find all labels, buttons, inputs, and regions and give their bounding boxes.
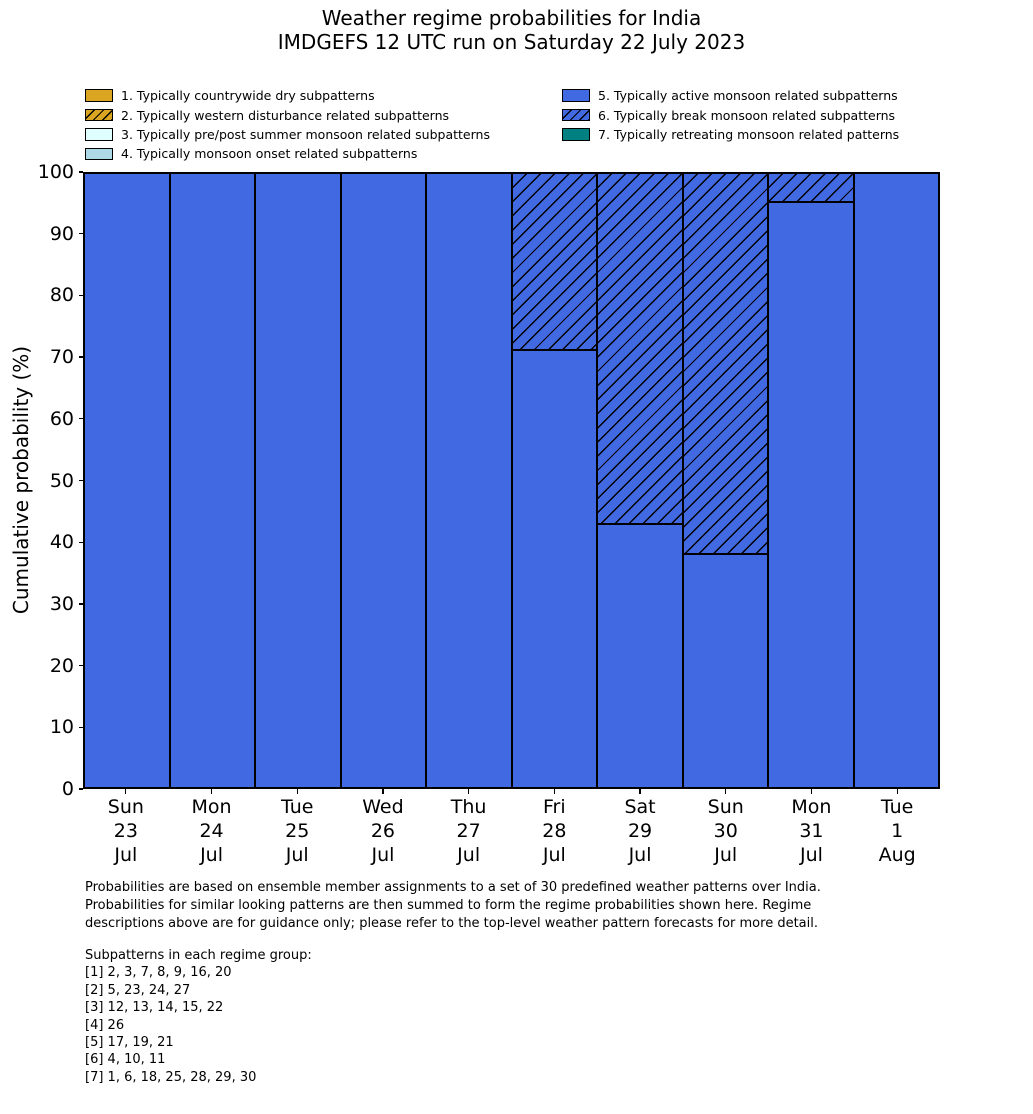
legend-swatch [562,128,590,141]
x-tick-date: 1 [891,820,904,842]
chart-title-line2: IMDGEFS 12 UTC run on Saturday 22 July 2023 [277,30,746,54]
chart-title [83,6,940,54]
legend-swatch [85,109,113,122]
x-axis-tick [211,789,212,794]
legend-swatch [562,89,590,102]
x-axis-tick [468,789,469,794]
y-axis-tick-label: 80 [49,284,74,307]
legend-label: 2. Typically western disturbance related subpatterns [121,107,450,123]
x-axis-tick-label [683,795,769,867]
y-axis-tick [79,542,84,543]
x-axis-tick-label [854,795,940,867]
plot-area [83,172,940,789]
bar-segment [597,524,683,788]
bar-segment [768,202,854,788]
x-axis-tick [382,789,383,794]
x-axis-tick-label [769,795,855,867]
y-axis-tick-label: 0 [61,778,74,800]
x-axis-tick-label [254,795,340,867]
legend-label: 7. Typically retreating monsoon related patterns [598,126,900,142]
y-axis-tick [79,418,84,419]
y-axis-tick-label: 60 [49,407,74,430]
chart-title-line1: Weather regime probabilities for India [321,6,702,30]
bar-segment [854,173,940,788]
x-tick-month: Jul [714,844,738,866]
x-tick-date: 30 [713,820,738,842]
bar-segment [683,554,769,788]
footer-line: descriptions above are for guidance only; please refer to the top-level weather pattern forecasts for more detail. [85,916,818,932]
legend-label: 1. Typically countrywide dry subpatterns [121,88,375,104]
y-axis-tick [79,233,84,234]
x-tick-month: Jul [114,844,138,866]
y-axis-tick-label: 40 [49,531,74,554]
subpatterns-item: [5] 17, 19, 21 [85,1035,174,1051]
x-tick-day: Sat [624,796,656,818]
legend-swatch [85,148,113,161]
x-axis-tick-label [512,795,598,867]
y-axis-tick [79,171,84,172]
x-tick-day: Sun [107,796,144,818]
subpatterns-item: [6] 4, 10, 11 [85,1052,166,1068]
y-axis-tick [79,480,84,481]
bar-segment [512,350,598,788]
footer-line: Probabilities are based on ensemble member assignments to a set of 30 predefined weather patterns over India. [85,880,821,895]
x-tick-month: Aug [878,844,916,866]
x-axis-tick-label [597,795,683,867]
legend-column-right [562,86,899,144]
y-axis-label: Cumulative probability (%) [9,345,33,615]
y-axis-tick-label: 90 [49,222,74,245]
x-axis-tick [897,789,898,794]
bar-segment [426,173,512,788]
x-tick-day: Mon [791,796,832,818]
subpatterns-item: [2] 5, 23, 24, 27 [85,982,191,998]
x-tick-month: Jul [628,844,652,866]
legend-label: 3. Typically pre/post summer monsoon related subpatterns [121,126,490,142]
y-axis-tick-label: 20 [49,654,74,677]
bar-segment [512,173,598,350]
y-axis-tick [79,356,84,357]
legend-item [562,86,899,105]
bar-segment [84,173,170,788]
x-tick-date: 26 [370,820,396,842]
subpatterns-list [85,947,312,1086]
x-axis-tick [639,789,640,794]
legend-item [562,125,899,144]
x-tick-month: Jul [285,844,309,866]
subpatterns-item: [1] 2, 3, 7, 8, 9, 16, 20 [85,965,232,981]
x-tick-date: 28 [542,820,567,842]
y-axis-tick [79,788,84,789]
x-tick-date: 24 [199,820,224,842]
x-tick-month: Jul [542,844,566,866]
x-axis-tick-label [169,795,255,867]
legend-swatch [85,89,113,102]
subpatterns-item: [7] 1, 6, 18, 25, 28, 29, 30 [85,1069,257,1085]
y-axis-tick-label: 30 [49,592,74,615]
subpatterns-heading: Subpatterns in each regime group: [85,948,312,963]
x-tick-month: Jul [371,844,395,866]
legend-swatch [562,109,590,122]
x-tick-day: Mon [191,796,232,818]
y-axis-tick [79,727,84,728]
legend-label: 5. Typically active monsoon related subpatterns [598,88,898,104]
y-axis-tick [79,665,84,666]
x-tick-day: Thu [450,796,487,818]
y-axis-tick [79,295,84,296]
x-tick-date: 27 [456,820,481,842]
subpatterns-item: [4] 26 [85,1017,125,1033]
x-tick-month: Jul [457,844,481,866]
y-axis-tick [79,603,84,604]
x-axis-tick-label [426,795,512,867]
x-axis-tick [811,789,812,794]
legend-swatch [85,128,113,141]
x-tick-date: 31 [799,820,824,842]
legend-item [85,125,490,144]
bar-segment [170,173,256,788]
x-tick-date: 29 [627,820,653,842]
x-axis-tick [125,789,126,794]
x-tick-day: Fri [543,796,566,818]
legend-column-left [85,86,490,164]
x-tick-month: Jul [200,844,223,866]
footer-line: Probabilities for similar looking patterns are then summed to form the regime probabilities shown here. Regime [85,898,812,914]
x-tick-day: Wed [362,796,404,818]
y-axis-tick-label: 70 [49,346,74,369]
y-axis-tick-label: 50 [49,469,74,492]
bar-segment [597,173,683,524]
bar-segment [768,173,854,202]
legend-label: 4. Typically monsoon onset related subpatterns [121,146,418,162]
bar-segment [255,173,341,788]
x-tick-day: Tue [880,796,914,818]
x-tick-date: 23 [113,820,138,842]
x-axis-tick-label [340,795,426,867]
x-axis-tick [297,789,298,794]
legend-label: 6. Typically break monsoon related subpatterns [598,107,896,123]
x-axis-tick-label [83,795,169,867]
x-tick-day: Tue [281,796,314,818]
x-tick-month: Jul [799,844,823,866]
y-axis-tick-label: 10 [49,716,74,739]
x-tick-day: Sun [707,796,744,818]
subpatterns-item: [3] 12, 13, 14, 15, 22 [85,1000,224,1016]
legend-item [562,105,899,124]
legend-item [85,86,490,105]
x-tick-date: 25 [285,820,310,842]
bar-segment [683,173,769,554]
y-axis-tick-label: 100 [37,161,74,183]
x-axis-tick [554,789,555,794]
x-axis-tick [725,789,726,794]
footer-note [85,879,821,934]
legend-item [85,144,490,163]
bar-segment [341,173,427,788]
legend-item [85,105,490,124]
